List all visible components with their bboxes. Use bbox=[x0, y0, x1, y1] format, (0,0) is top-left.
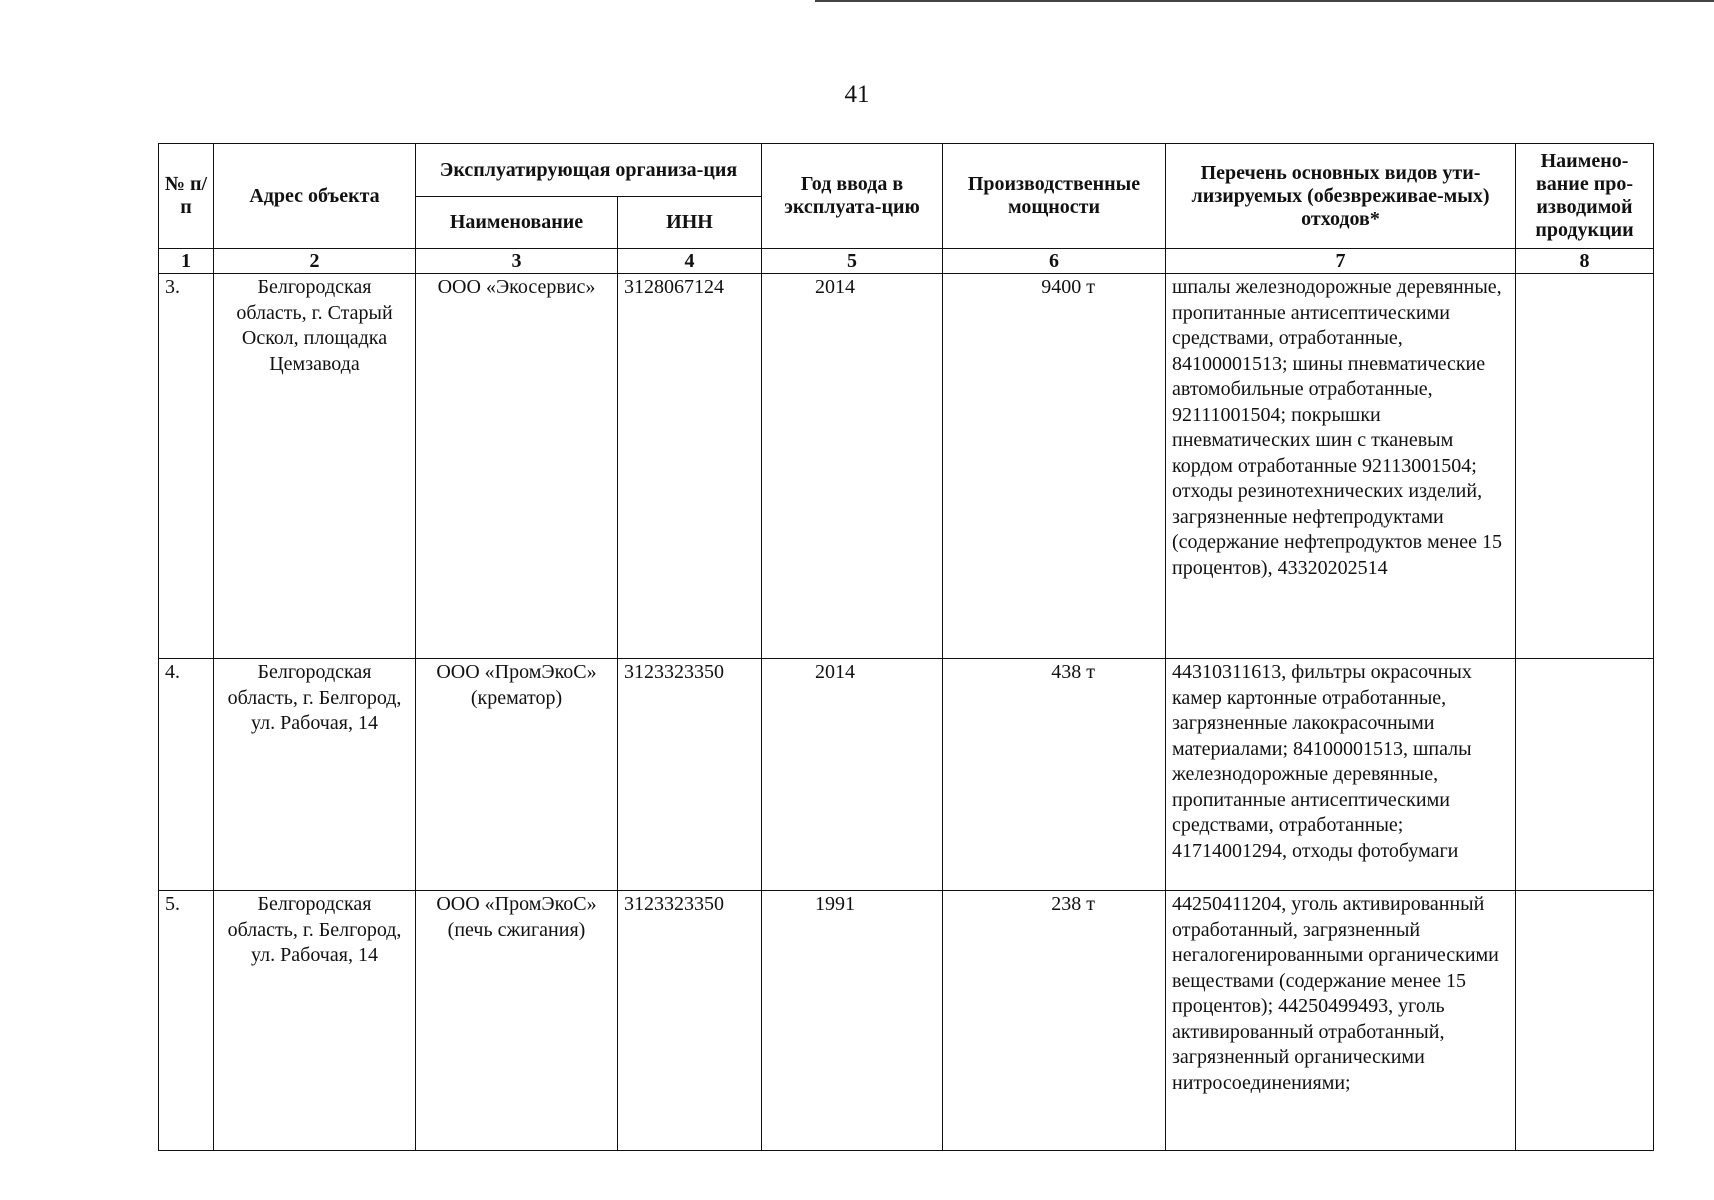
row-product bbox=[1516, 659, 1654, 891]
row-inn: 3123323350 bbox=[618, 891, 762, 1151]
row-num: 5. bbox=[159, 891, 214, 1151]
header-operator-group: Эксплуатирующая организа-ция bbox=[416, 144, 762, 197]
row-inn: 3123323350 bbox=[618, 659, 762, 891]
row-capacity: 438 т bbox=[943, 659, 1166, 891]
table-row bbox=[159, 891, 1654, 1151]
row-product bbox=[1516, 891, 1654, 1151]
header-product: Наимено-вание про-изводимой продукции bbox=[1516, 144, 1654, 249]
column-number: 5 bbox=[762, 249, 943, 274]
header-capacity: Производственные мощности bbox=[943, 144, 1166, 249]
column-number: 4 bbox=[618, 249, 762, 274]
column-number: 2 bbox=[214, 249, 416, 274]
table-row bbox=[159, 274, 1654, 659]
row-num: 4. bbox=[159, 659, 214, 891]
top-rule bbox=[815, 0, 1714, 2]
row-org-name: ООО «ПромЭкоС» (крематор) bbox=[416, 659, 618, 891]
row-capacity: 9400 т bbox=[943, 274, 1166, 659]
row-address: Белгородская область, г. Старый Оскол, площадка Цемзавода bbox=[214, 274, 416, 659]
header-num: № п/п bbox=[159, 144, 214, 249]
column-number-row bbox=[159, 249, 1654, 274]
column-number: 3 bbox=[416, 249, 618, 274]
table-row bbox=[159, 659, 1654, 891]
header-inn: ИНН bbox=[618, 197, 762, 249]
row-num: 3. bbox=[159, 274, 214, 659]
header-year: Год ввода в эксплуата-цию bbox=[762, 144, 943, 249]
facilities-table bbox=[158, 143, 1654, 1151]
column-number: 8 bbox=[1516, 249, 1654, 274]
column-number: 6 bbox=[943, 249, 1166, 274]
column-number: 1 bbox=[159, 249, 214, 274]
row-inn: 3128067124 bbox=[618, 274, 762, 659]
header-waste: Перечень основных видов ути-лизируемых (обезвреживае-мых) отходов* bbox=[1166, 144, 1516, 249]
row-waste-list: шпалы железнодорожные деревянные, пропитанные антисептическими средствами, отработанные, 84100001513; шины пневматические автомобильные отработанные, 92111001504; покрышки пневматических шин с тканевым кордом отработанные 92113001504; отходы резинотехнических изделий, загрязненные нефтепродуктами (содержание нефтепродуктов менее 15 процентов), 43320202514 bbox=[1166, 274, 1516, 659]
row-address: Белгородская область, г. Белгород, ул. Рабочая, 14 bbox=[214, 891, 416, 1151]
row-waste-list: 44310311613, фильтры окрасочных камер картонные отработанные, загрязненные лакокрасочными материалами; 84100001513, шпалы железнодорожные деревянные, пропитанные антисептическими средствами, отработанные; 41714001294, отходы фотобумаги bbox=[1166, 659, 1516, 891]
column-number: 7 bbox=[1166, 249, 1516, 274]
row-waste-list: 44250411204, уголь активированный отработанный, загрязненный негалогенированными органическими веществами (содержание менее 15 процентов); 44250499493, уголь активированный отработанный, загрязненный органическими нитросоединениями; bbox=[1166, 891, 1516, 1151]
row-org-name: ООО «Экосервис» bbox=[416, 274, 618, 659]
page-number: 41 bbox=[844, 81, 870, 108]
header-row-1 bbox=[159, 144, 1654, 197]
row-year: 2014 bbox=[762, 659, 943, 891]
row-product bbox=[1516, 274, 1654, 659]
row-year: 2014 bbox=[762, 274, 943, 659]
row-org-name: ООО «ПромЭкоС» (печь сжигания) bbox=[416, 891, 618, 1151]
header-address: Адрес объекта bbox=[214, 144, 416, 249]
row-year: 1991 bbox=[762, 891, 943, 1151]
row-address: Белгородская область, г. Белгород, ул. Рабочая, 14 bbox=[214, 659, 416, 891]
header-name: Наименование bbox=[416, 197, 618, 249]
row-capacity: 238 т bbox=[943, 891, 1166, 1151]
